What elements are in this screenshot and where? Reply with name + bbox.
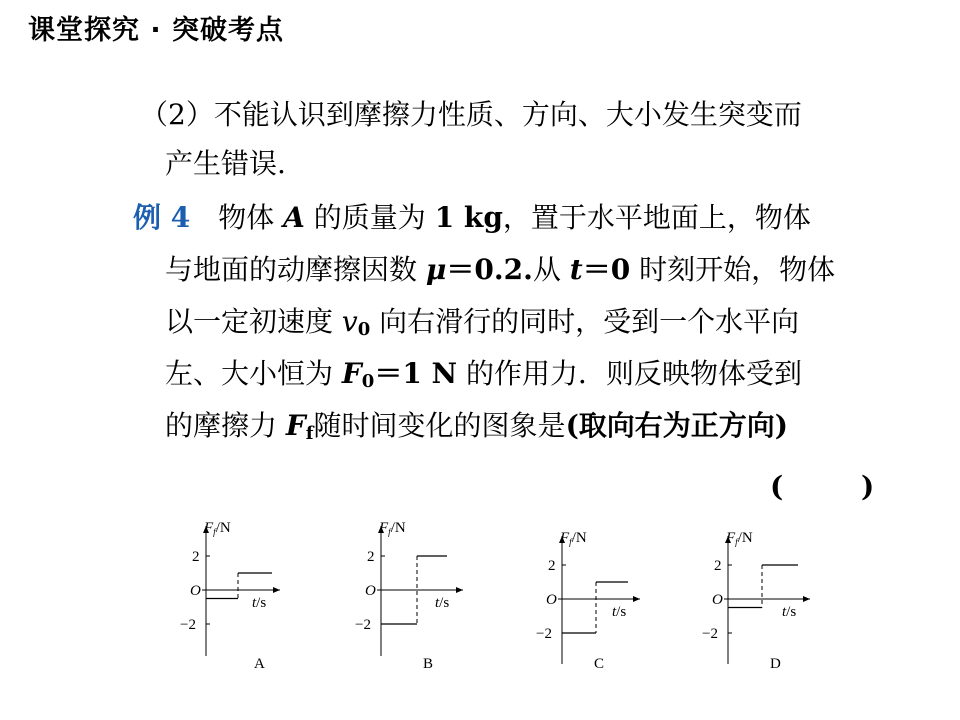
graph-c: [500, 526, 660, 686]
tick-label: −2: [536, 626, 552, 642]
page-header: 课堂探究 · 突破考点: [28, 15, 285, 46]
option-label: B: [423, 656, 434, 672]
x-axis-arrow-icon: [273, 587, 280, 593]
note-line-2: 产生错误.: [165, 147, 286, 180]
origin-label: O: [365, 583, 376, 599]
example-line-3: 以一定初速度 $v_0$ 向右滑行的同时，受到一个水平向: [165, 305, 800, 340]
origin-label: O: [546, 592, 557, 608]
y-axis-label: $F_f/N$: [560, 530, 587, 547]
example-line-2: 与地面的动摩擦因数 μ＝0.2.从 t＝0 时刻开始，物体: [165, 253, 836, 286]
x-axis-label: t/s: [435, 595, 450, 611]
option-label: D: [770, 656, 781, 672]
graph-d: [670, 526, 830, 686]
x-axis-label: t/s: [252, 595, 267, 611]
x-axis-label: t/s: [782, 604, 797, 620]
x-axis-arrow-icon: [633, 596, 640, 602]
example-line-1: 例 4 物体 A 的质量为 1 kg，置于水平地面上，物体: [133, 201, 811, 234]
answer-blank: ( ): [770, 470, 909, 503]
y-axis-label: $F_f/N$: [379, 520, 406, 537]
example-line-5: 的摩擦力 $F_f$随时间变化的图象是(取向右为正方向): [165, 409, 789, 444]
x-axis-arrow-icon: [803, 596, 810, 602]
tick-label: −2: [180, 617, 196, 633]
tick-label: 2: [367, 549, 375, 565]
origin-label: O: [712, 592, 723, 608]
graph-a: [170, 518, 330, 678]
tick-label: 2: [714, 558, 722, 574]
example-line-4: 左、大小恒为 $F_0=1$ N 的作用力．则反映物体受到: [165, 357, 803, 392]
example-label: 例 4: [133, 201, 191, 234]
origin-label: O: [190, 583, 201, 599]
note-line-1: （2）不能认识到摩擦力性质、方向、大小发生突变而: [140, 98, 802, 131]
x-axis-arrow-icon: [456, 587, 463, 593]
tick-label: −2: [702, 626, 718, 642]
option-label: C: [594, 656, 605, 672]
y-axis-label: $F_f/N$: [204, 520, 231, 537]
graph-b: [335, 518, 495, 678]
option-label: A: [254, 656, 265, 672]
x-axis-label: t/s: [612, 604, 627, 620]
tick-label: 2: [192, 549, 200, 565]
tick-label: −2: [355, 617, 371, 633]
y-axis-label: $F_f/N$: [726, 530, 753, 547]
tick-label: 2: [548, 558, 556, 574]
